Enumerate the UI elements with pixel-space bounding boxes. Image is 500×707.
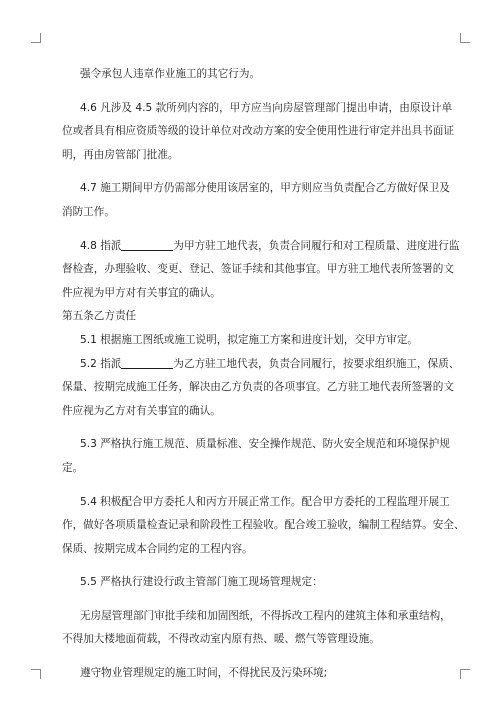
text-line-l4 — [62, 144, 440, 168]
text-line-content: 4.7 施工期间甲方仍需部分使用该居室的，甲方则应当负责配合乙方做好保卫及 — [80, 182, 450, 195]
document-body — [62, 63, 465, 686]
paragraph-gap — [62, 561, 440, 571]
text-line-content: 第五条乙方责任 — [62, 310, 137, 323]
text-line-content: 保质、按期完成本合同约定的工程内容。 — [62, 542, 253, 555]
text-line-l22 — [62, 628, 440, 652]
text-line-l2 — [62, 97, 453, 121]
text-line-l18 — [62, 514, 465, 538]
text-line-content: 4.6 凡涉及 4.5 款所列内容的，甲方应当向房屋管理部门提出申请，由原设计单 — [80, 101, 453, 114]
crop-mark-bottom-left — [31, 669, 41, 679]
text-line-content: 消防工作。 — [62, 205, 115, 218]
text-line-l5 — [62, 177, 450, 201]
paragraph-gap — [62, 225, 440, 235]
text-line-content: 件应视为乙方对有关事宜的确认。 — [62, 404, 221, 417]
text-line-l15 — [62, 433, 450, 457]
fill-in-blank[interactable] — [121, 356, 173, 369]
text-line-l19 — [62, 538, 440, 562]
text-line-content: 5.2 指派 — [80, 357, 122, 370]
text-line-content: 明，再由房管部门批准。 — [62, 148, 179, 161]
text-line-content: 5.4 积极配合甲方委托人和丙方开展正常工作。配合甲方委托的工程监理开展工 — [80, 495, 450, 508]
fill-in-blank[interactable] — [121, 238, 173, 251]
paragraph-gap — [62, 423, 440, 433]
text-line-content: 保量、按期完成施工任务，解决由乙方负责的各项事宜。乙方驻工地代表所签署的文 — [62, 381, 454, 394]
text-line-content: 不得加大楼地面荷载，不得改动室内原有热、暖、燃气等管理设施。 — [62, 633, 380, 646]
text-line-content: 位或者具有相应资质等级的设计单位对改动方案的安全使用性进行审定并出具书面证 — [62, 125, 454, 138]
text-line-l21 — [62, 605, 451, 629]
text-line-l12 — [62, 353, 460, 377]
text-line-l7 — [62, 235, 460, 259]
text-line-l20 — [62, 571, 440, 595]
text-line-l16 — [62, 457, 440, 481]
text-line-content: 定。 — [62, 461, 84, 474]
text-line-l14 — [62, 400, 440, 424]
text-line-l3 — [62, 120, 454, 144]
text-line-content: 作，做好各项质量检查记录和阶段性工程验收。配合竣工验收，编制工程结算。安全、 — [62, 519, 465, 532]
text-line-content: 5.1 根据施工图纸或施工说明，拟定施工方案和进度计划，交甲方审定。 — [80, 333, 419, 346]
text-line-l8 — [62, 258, 454, 282]
paragraph-gap — [62, 167, 440, 177]
text-line-l10 — [62, 305, 440, 329]
paragraph-gap — [62, 652, 440, 662]
text-line-content: 遵守物业管理规定的施工时间，不得扰民及污染环境; — [80, 667, 328, 680]
text-line-l13 — [62, 376, 454, 400]
paragraph-gap — [62, 87, 440, 97]
text-line-l17 — [62, 491, 450, 515]
text-line-content: 强令承包人违章作业施工的其它行为。 — [80, 68, 261, 80]
text-line-l23 — [62, 662, 440, 686]
crop-mark-top-right — [460, 33, 470, 43]
text-line-content-after-blank: 为乙方驻工地代表，负责合同履行，按要求组织施工，保质、 — [173, 357, 460, 370]
text-line-content: 督检查，办理验收、变更、登记、签证手续和其他事宜。甲方驻工地代表所签署的文 — [62, 263, 454, 276]
text-line-l1 — [62, 63, 440, 87]
text-line-l6 — [62, 201, 440, 225]
crop-mark-bottom-right — [460, 669, 470, 679]
text-line-content: 4.8 指派 — [80, 239, 122, 252]
text-line-content: 无房屋管理部门审批手续和加固图纸，不得拆改工程内的建筑主体和承重结构， — [80, 609, 451, 622]
text-line-l9 — [62, 282, 440, 306]
text-line-content: 件应视为甲方对有关事宜的确认。 — [62, 286, 221, 299]
crop-mark-top-left — [31, 33, 41, 43]
text-line-l11 — [62, 329, 440, 353]
paragraph-gap — [62, 595, 440, 605]
text-line-content-after-blank: 为甲方驻工地代表，负责合同履行和对工程质量、进度进行监 — [173, 239, 460, 252]
paragraph-gap — [62, 481, 440, 491]
text-line-content: 5.5 严格执行建设行政主管部门施工现场管理规定： — [80, 576, 323, 589]
text-line-content: 5.3 严格执行施工规范、质量标准、安全操作规范、防火安全规范和环境保护规 — [80, 438, 450, 451]
